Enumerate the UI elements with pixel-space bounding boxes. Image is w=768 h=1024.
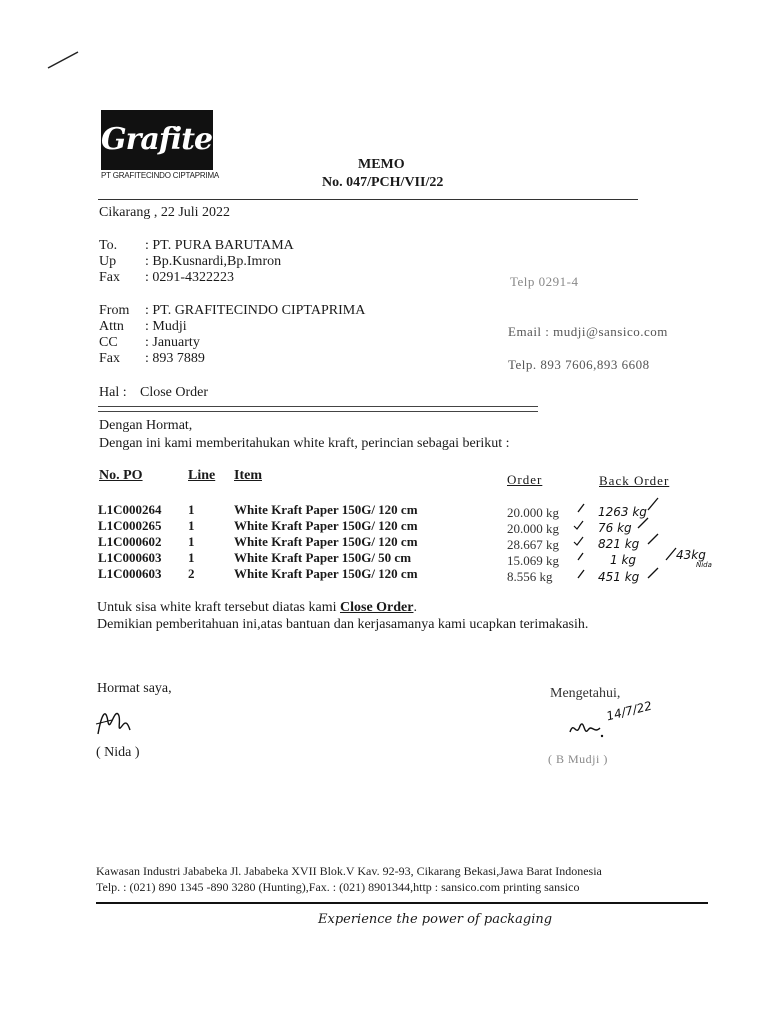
row2-back-order: 76 kg	[598, 521, 632, 535]
closing-prefix: Untuk sisa white kraft tersebut diatas kami	[97, 600, 337, 615]
row4-back-order: 1 kg	[610, 553, 637, 567]
row5-back-order: 451 kg	[598, 570, 640, 584]
row4-item: White Kraft Paper 150G/ 50 cm	[234, 550, 412, 565]
closing-line-1	[97, 600, 417, 616]
memo-date: Cikarang , 22 Juli 2022	[99, 205, 231, 220]
from-value: : PT. GRAFITECINDO CIPTAPRIMA	[145, 303, 366, 318]
signature-left-name: ( Nida )	[96, 745, 140, 760]
row5-line: 2	[188, 566, 195, 581]
memo-number: No. 047/PCH/VII/22	[322, 175, 444, 190]
handwritten-checkmarks	[560, 496, 690, 588]
to-value: : PT. PURA BARUTAMA	[145, 238, 294, 253]
signature-left-label: Hormat saya,	[97, 681, 172, 696]
attn-value: : Mudji	[145, 319, 187, 334]
row2-item: White Kraft Paper 150G/ 120 cm	[234, 518, 418, 533]
row5-po: L1C000603	[98, 566, 162, 581]
cc-label: CC	[99, 335, 118, 350]
row4-handwritten-note: 43kg	[676, 548, 706, 562]
recipient-telp: Telp 0291-4	[510, 274, 579, 289]
sender-fax-value: : 893 7889	[145, 351, 205, 366]
subject-divider	[98, 406, 538, 412]
header-line: Line	[188, 468, 216, 483]
row2-line: 1	[188, 518, 195, 533]
row1-item: White Kraft Paper 150G/ 120 cm	[234, 502, 418, 517]
sender-telp: Telp. 893 7606,893 6608	[508, 357, 650, 372]
signature-mudji	[566, 716, 606, 740]
signature-right-name: ( B Mudji )	[548, 752, 608, 766]
up-value: : Bp.Kusnardi,Bp.Imron	[145, 254, 282, 269]
sender-email: Email : mudji@sansico.com	[508, 324, 668, 339]
row4-order: 15.069 kg	[507, 553, 559, 568]
fax-value: : 0291-4322223	[145, 270, 235, 285]
footer-telp: Telp. : (021) 890 1345 -890 3280 (Hunting),Fax. : (021) 8901344,http : sansico.com printing sansico	[96, 880, 580, 894]
footer-divider	[96, 902, 708, 904]
row5-item: White Kraft Paper 150G/ 120 cm	[234, 566, 418, 581]
header-po: No. PO	[99, 468, 143, 483]
row1-po: L1C000264	[98, 502, 162, 517]
to-label: To.	[99, 238, 118, 253]
greeting: Dengan Hormat,	[99, 418, 193, 433]
from-label: From	[99, 303, 130, 318]
row1-order: 20.000 kg	[507, 505, 559, 520]
sender-fax-label: Fax	[99, 351, 120, 366]
header-item: Item	[234, 468, 262, 483]
header-order: Order	[507, 472, 543, 487]
company-logo: Grafitec	[101, 110, 213, 170]
footer-address: Kawasan Industri Jababeka Jl. Jababeka XVII Blok.V Kav. 92-93, Cikarang Bekasi,Jawa Barat Indonesia	[96, 864, 602, 878]
row1-back-order: 1263 kg	[598, 505, 647, 519]
scan-mark	[46, 48, 80, 70]
footer-tagline: Experience the power of packaging	[318, 912, 553, 927]
row3-line: 1	[188, 534, 195, 549]
row3-order: 28.667 kg	[507, 537, 559, 552]
row4-line: 1	[188, 550, 195, 565]
row4-po: L1C000603	[98, 550, 162, 565]
signature-nida	[92, 704, 134, 740]
row1-line: 1	[188, 502, 195, 517]
close-order-text: Close Order	[340, 600, 414, 615]
fax-label: Fax	[99, 270, 120, 285]
memo-title: MEMO	[358, 157, 405, 172]
cc-value: : Januarty	[145, 335, 200, 350]
subject-value: Close Order	[140, 385, 209, 400]
company-name: PT GRAFITECINDO CIPTAPRIMA	[101, 171, 220, 180]
row3-po: L1C000602	[98, 534, 162, 549]
row3-back-order: 821 kg	[598, 537, 640, 551]
attn-label: Attn	[99, 319, 124, 334]
header-back-order: Back Order	[599, 473, 670, 488]
row3-item: White Kraft Paper 150G/ 120 cm	[234, 534, 418, 549]
signature-right-label: Mengetahui,	[550, 686, 621, 701]
row4-handwritten-initial: Nida	[696, 561, 712, 569]
row2-po: L1C000265	[98, 518, 162, 533]
closing-suffix: .	[413, 600, 417, 615]
closing-line-2: Demikian pemberitahuan ini,atas bantuan dan kerjasamanya kami ucapkan terimakasih.	[97, 617, 589, 632]
header-divider	[98, 199, 638, 200]
intro-text: Dengan ini kami memberitahukan white kraft, perincian sebagai berikut :	[99, 436, 510, 451]
subject-label: Hal :	[99, 385, 127, 400]
signature-right-date: 14/7/22	[604, 698, 654, 724]
up-label: Up	[99, 254, 117, 269]
row2-order: 20.000 kg	[507, 521, 559, 536]
row5-order: 8.556 kg	[507, 569, 553, 584]
